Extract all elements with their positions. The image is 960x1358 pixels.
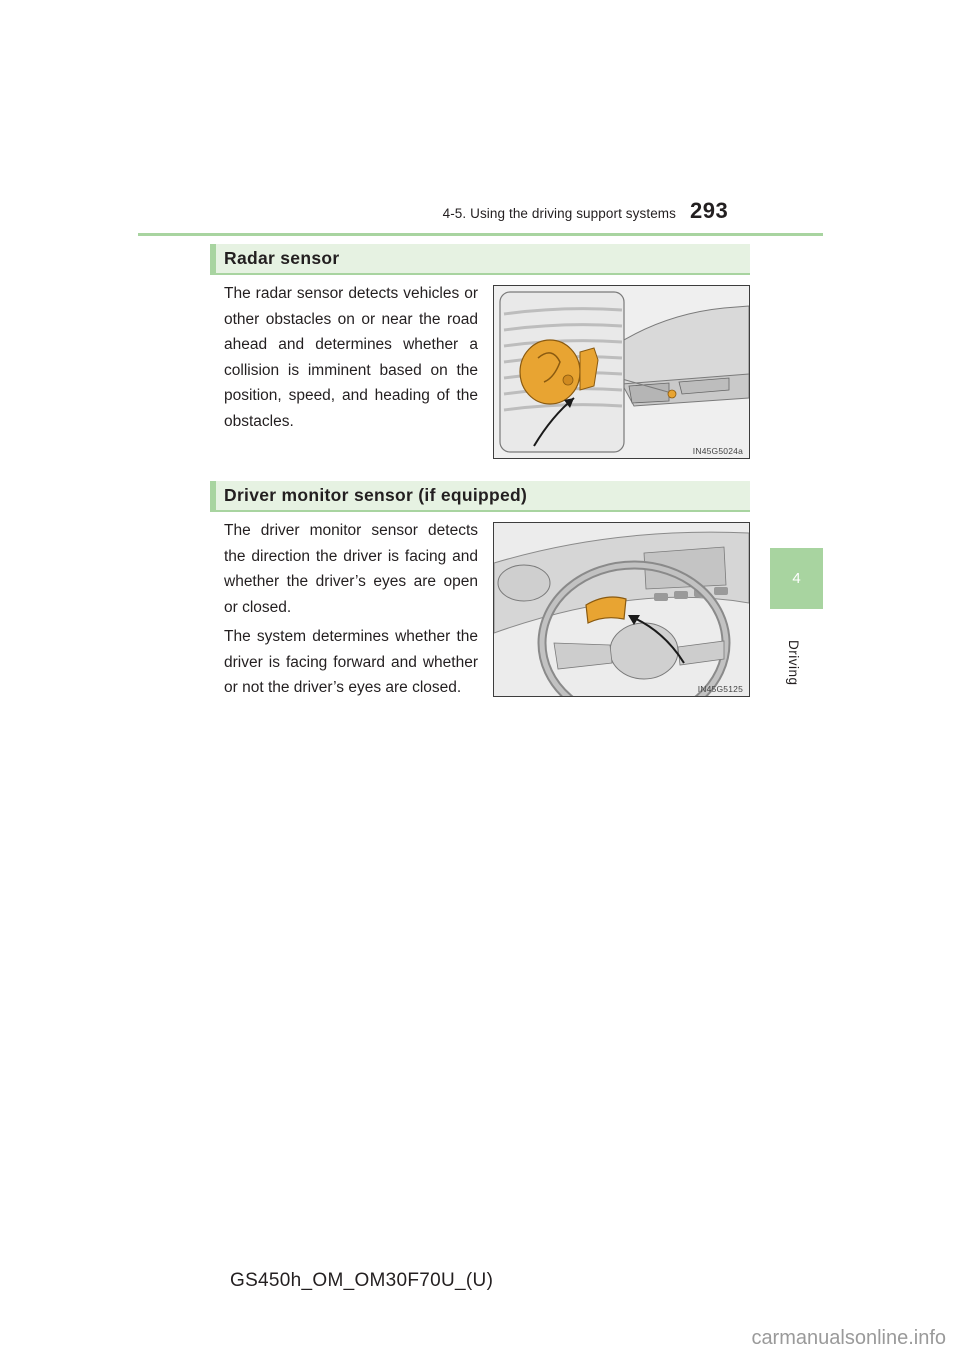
chapter-tab <box>770 548 823 609</box>
section-title: Radar sensor <box>224 248 340 268</box>
driver-monitor-description-2: The system determines whether the driver is facing forward and whether or not the driver’s eyes are closed. <box>224 628 478 696</box>
figure-code: IN45G5024a <box>692 446 743 456</box>
page-number: 293 <box>690 198 729 223</box>
section-accent <box>210 481 216 510</box>
radar-sensor-description: The radar sensor detects vehicles or other obstacles on or near the road ahead and determines whether a collision is imminent based on the position, speed, and heading of the obstacles. <box>224 285 478 430</box>
running-header-section: 4-5. Using the driving support systems <box>442 206 676 221</box>
radar-sensor-drawing <box>494 286 749 458</box>
driver-monitor-illustration <box>493 522 750 697</box>
figure-code: IN45G5125 <box>697 684 743 694</box>
section-heading-radar-sensor <box>210 244 750 275</box>
watermark: carmanualsonline.info <box>751 1327 946 1349</box>
document-code: GS450h_OM_OM30F70U_(U) <box>230 1270 494 1291</box>
chapter-label: Driving <box>786 640 801 686</box>
section-title: Driver monitor sensor (if equipped) <box>224 485 528 505</box>
driver-monitor-drawing <box>494 523 749 696</box>
section-heading-driver-monitor-sensor <box>210 481 750 512</box>
header-divider <box>138 233 823 236</box>
section-accent <box>210 244 216 273</box>
radar-sensor-illustration <box>493 285 750 459</box>
driver-monitor-description-1: The driver monitor sensor detects the direction the driver is facing and whether the driver’s eyes are open or closed. <box>224 522 478 616</box>
chapter-number: 4 <box>792 570 801 587</box>
